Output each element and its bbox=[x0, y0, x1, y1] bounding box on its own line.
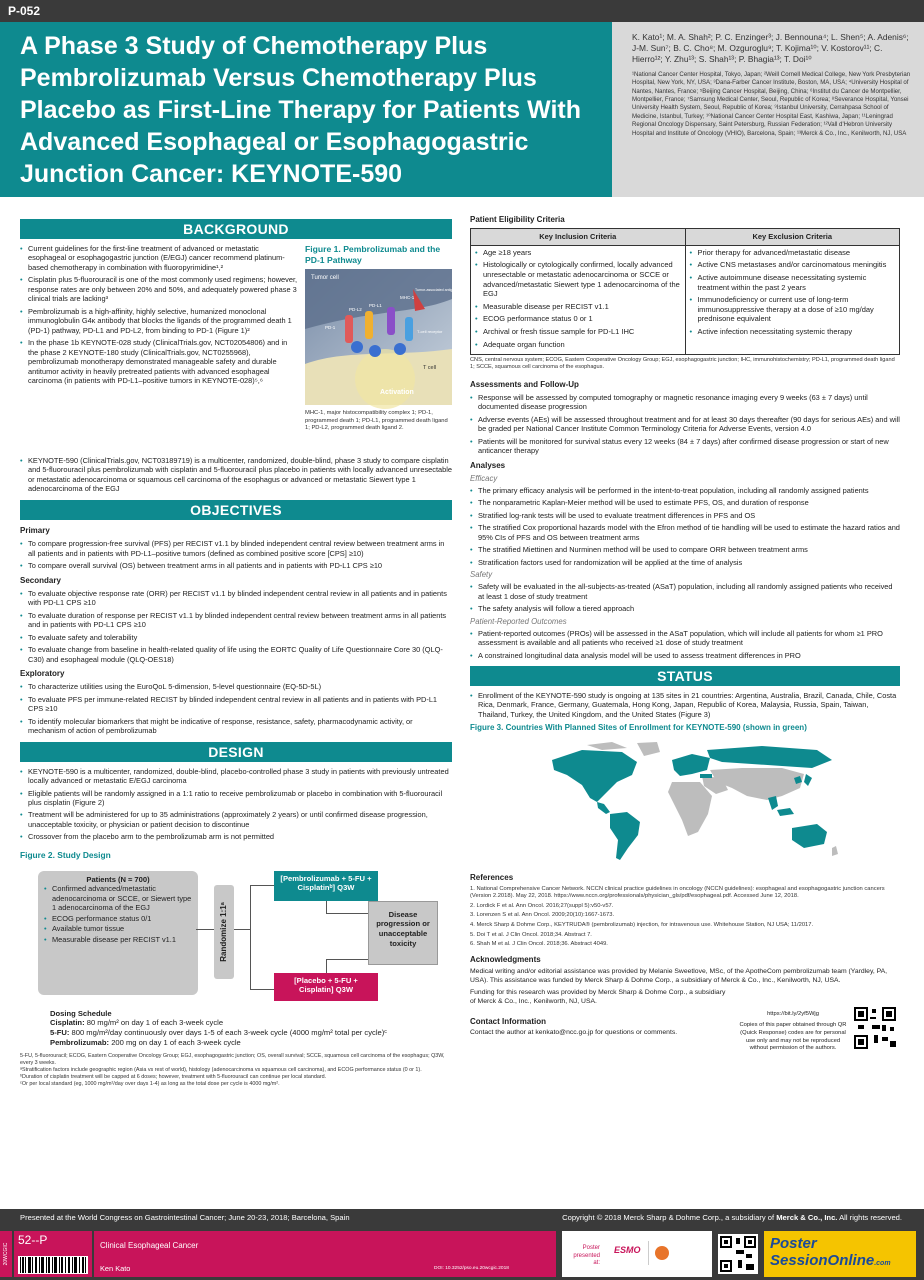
map-malaysia bbox=[777, 808, 794, 816]
acknowledgments-text-1: Medical writing and/or editorial assistance was provided by Melanie Sweetlove, MSc, of the ApotheCom pembrolizumab team (Yardley, PA, USA). This assistance was funded by Merck Sharp & Dohme Corp., a subsidiary of Merck & Co., Inc., Kenilworth, NJ, USA. bbox=[470, 967, 888, 984]
dosing-text: 200 mg on day 1 of each 3-week cycle bbox=[109, 1037, 241, 1047]
list-item: • Prior therapy for advanced/metastatic disease bbox=[690, 248, 896, 258]
randomize-box bbox=[214, 885, 234, 979]
objectives-heading: OBJECTIVES bbox=[20, 500, 452, 520]
list-item: • A constrained longitudinal data analysis model will be used to assess treatment differences in PRO bbox=[470, 651, 900, 660]
list-item: • To evaluate change from baseline in health-related quality of life using the EORTC Quality of Life Questionnaire Core 30 (QLQ-C30) and esophageal module (QLQ-OES18) bbox=[20, 645, 452, 664]
fig1-pdl2-label: PD-L2 bbox=[349, 307, 362, 312]
list-item: • Patients will be monitored for survival status every 12 weeks (84 ± 7 days) after confirmed disease progression or start of new anticancer therapy bbox=[470, 437, 900, 456]
dosing-row bbox=[50, 1038, 452, 1048]
arrow-connector bbox=[196, 929, 214, 930]
session-code: 52--P bbox=[18, 1233, 48, 1247]
list-item: • To evaluate objective response rate (ORR) per RECIST v1.1 by blinded independent central review in all patients and in patients with PD-L1 CPS ≥10 bbox=[20, 589, 452, 608]
presented-at-box bbox=[562, 1231, 712, 1277]
pd1-pathway-illustration bbox=[305, 269, 457, 405]
exploratory-objectives bbox=[20, 682, 452, 735]
list-item: • Treatment will be administered for up to 35 administrations (approximately 2 years) or until confirmed disease progression, unacceptable toxicity, or physician or patient decision to discontinue bbox=[20, 810, 452, 829]
list-item: • KEYNOTE-590 is a multicenter, randomized, double-blind, placebo-controlled phase 3 study in patients with previously untreated locally advanced or metastatic E/EGJ carcinoma bbox=[20, 767, 452, 786]
right-column bbox=[470, 215, 900, 1071]
dosing-label: Pembrolizumab: bbox=[50, 1037, 110, 1047]
map-africa bbox=[668, 782, 712, 836]
list-item: • Response will be assessed by computed tomography or magnetic resonance imaging every 9 weeks (63 ± 7 days) until documented disease progression bbox=[470, 393, 900, 412]
dosing-title: Dosing Schedule bbox=[50, 1008, 112, 1018]
list-item: • Histologically or cytologically confirmed, locally advanced unresectable or metastatic adenocarcinoma or SCCE or advanced/metastatic Siewert type 1 adenocarcinoma of the EGJ bbox=[475, 260, 681, 298]
status-bullets bbox=[470, 691, 900, 719]
session-presenter: Ken Kato bbox=[100, 1264, 131, 1273]
presented-at: Presented at the World Congress on Gastrointestinal Cancer; June 20-23, 2018; Barcelona, Spain bbox=[20, 1213, 350, 1222]
table-row bbox=[471, 245, 900, 354]
dosing-row bbox=[50, 1028, 452, 1038]
figure-1-title: Figure 1. Pembrolizumab and the PD-1 Pathway bbox=[305, 244, 441, 265]
list-item: • The stratified Miettinen and Nurminen method will be used to compare ORR between treatment arms bbox=[470, 545, 900, 554]
copyright bbox=[562, 1213, 902, 1223]
exploratory-label: Exploratory bbox=[20, 669, 65, 679]
list-item: • The primary efficacy analysis will be performed in the intent-to-treat population, including all randomly assigned patients bbox=[470, 486, 900, 495]
exclusion-list bbox=[690, 248, 896, 337]
figure-2-title: Figure 2. Study Design bbox=[20, 849, 111, 860]
poster-title: A Phase 3 Study of Chemotherapy Plus Pembrolizumab Versus Chemotherapy Plus Placebo as First-Line Therapy for Patients With Advanced Esophageal or Esophagogastric Junction Cancer: KEYNOTE-590 bbox=[20, 32, 581, 188]
patients-title: Patients (N ≈ 700) bbox=[86, 874, 150, 884]
barcode-icon bbox=[18, 1256, 88, 1274]
arrow-connector bbox=[250, 885, 251, 989]
reference-item: 4. Merck Sharp & Dohme Corp., KEYTRUDA® (pembrolizumab) injection, for intravenous use. Whitehouse Station, NJ USA; 11/2017. bbox=[470, 921, 814, 928]
poster-presented-label: Poster presented at: bbox=[573, 1245, 600, 1267]
analyses-title: Analyses bbox=[470, 460, 506, 470]
pro-label: Patient-Reported Outcomes bbox=[470, 616, 567, 626]
map-southeast-asia bbox=[768, 796, 778, 810]
map-south-america bbox=[610, 812, 640, 860]
list-item: • Measurable disease per RECIST v1.1 bbox=[44, 935, 192, 944]
list-item: • Enrollment of the KEYNOTE-590 study is ongoing at 135 sites in 21 countries: Argentina, Australia, Brazil, Canada, Chile, Costa Rica, Denmark, France, Germany, Guatemala, Hong Kong, Japan, Republic of Korea, Malaysia, Russia, Spain, Taiwan, Thailand, Turkey, the United Kingdom, and the United States (Figure 3) bbox=[470, 691, 900, 719]
side-code: 20WCGIC bbox=[2, 1242, 9, 1266]
qr-note-block bbox=[738, 1011, 848, 1054]
list-item: • Active autoimmune disease necessitating systemic treatment within the past 2 years bbox=[690, 273, 896, 292]
footnote: ᶜOr per local standard (eg, 1000 mg/m²/day over days 1-4) as long as the total dose per cycle is 4000 mg/m². bbox=[20, 1080, 280, 1087]
arrow-connector bbox=[250, 989, 274, 990]
list-item: • To identify molecular biomarkers that might be indicative of response, resistance, safety, pharmacodynamic activity, or mechanism of action of pembrolizumab bbox=[20, 717, 452, 736]
list-item: • Measurable disease per RECIST v1.1 bbox=[475, 302, 681, 312]
dosing-text: 800 mg/m²/day continuously over days 1-5 of each 3-week cycle (4000 mg/m² total per cycle)ᶜ bbox=[69, 1028, 387, 1038]
assessments-title: Assessments and Follow-Up bbox=[470, 379, 579, 389]
session-category: Clinical Esophageal Cancer bbox=[100, 1241, 199, 1250]
qr-code-icon[interactable] bbox=[854, 1007, 896, 1049]
map-turkey bbox=[700, 774, 712, 778]
map-central-america bbox=[597, 802, 610, 814]
inclusion-list bbox=[475, 248, 681, 349]
dosing-label: 5-FU: bbox=[50, 1028, 70, 1038]
contact-title: Contact Information bbox=[470, 1016, 546, 1026]
secondary-objectives bbox=[20, 589, 452, 664]
map-new-zealand bbox=[832, 846, 838, 856]
fig1-tcell-label: T cell bbox=[423, 365, 437, 371]
references-title: References bbox=[470, 872, 514, 882]
fig1-activation-label: Activation bbox=[380, 389, 414, 396]
left-column bbox=[20, 219, 457, 1088]
secondary-label: Secondary bbox=[20, 575, 61, 585]
reference-item: 3. Lorenzen S et al. Ann Oncol. 2009;20(10):1667-1673. bbox=[470, 912, 615, 919]
map-australia bbox=[792, 824, 827, 848]
randomize-label: Randomize 1:1ᵃ bbox=[218, 901, 228, 962]
list-item: • Crossover from the placebo arm to the pembrolizumab arm is not permitted bbox=[20, 832, 452, 841]
map-japan bbox=[804, 774, 812, 786]
poster-session-bar bbox=[0, 1227, 924, 1280]
map-north-america bbox=[552, 750, 637, 802]
presentation-footer bbox=[0, 1209, 924, 1227]
list-item: • Pembrolizumab is a high-affinity, highly selective, humanized monoclonal immunoglobulin G4κ antibody that blocks the ligands of the programmed death 1 (PD-1) pathway, PD-L1 and PD-L2, from binding to PD-1 (Figure 1)² bbox=[20, 307, 298, 335]
patients-box bbox=[38, 871, 198, 995]
list-item: • Immunodeficiency or current use of long-term immunosuppressive therapy at a dose of ≥10 mg/day prednisone equivalent bbox=[690, 295, 896, 324]
placebo-arm: [Placebo + 5-FU + Cisplatin] Q3W bbox=[274, 973, 378, 1001]
inclusion-header: Key Inclusion Criteria bbox=[471, 229, 686, 246]
code-box bbox=[14, 1231, 92, 1277]
safety-bullets bbox=[470, 582, 900, 613]
qr-url[interactable]: https://bit.ly/2yf5Wjg bbox=[767, 1010, 819, 1017]
footnote: 5-FU, 5-fluorouracil; ECOG, Eastern Cooperative Oncology Group; EGJ, esophagogastric junction; OS, overall survival; SCCE, squamous cell carcinoma of the esophagus; Q3W, every 3 weeks. bbox=[20, 1052, 445, 1066]
safety-label: Safety bbox=[470, 570, 493, 580]
primary-objectives bbox=[20, 539, 452, 570]
figure-1 bbox=[305, 244, 457, 433]
side-strip bbox=[0, 1231, 12, 1277]
fig1-pd1-label: PD-1 bbox=[325, 325, 336, 330]
figure-1-caption: MHC-1, major histocompatibility complex 1; PD-1, programmed death 1; PD-L1, programmed death ligand 1; PD-L2, programmed death ligand 2. bbox=[305, 410, 448, 432]
assessments-bullets bbox=[470, 393, 900, 456]
authors-panel bbox=[612, 22, 924, 197]
dosing-text: 80 mg/m² on day 1 of each 3-week cycle bbox=[84, 1018, 224, 1028]
affiliations: ¹National Cancer Center Hospital, Tokyo, Japan; ²Weill Cornell Medical College, New York Presbyterian Hospital, New York, NY, USA; ³Dana-Farber Cancer Institute, Boston, MA, USA; ⁴University Hospital of Nantes, Nantes, France; ⁵Beijing Cancer Hospital, Beijing, China; ⁶Institut du Cancer de Montpellier, Montpellier, France; ⁷Samsung Medical Center, Seoul, Republic of Korea; ⁸Severance Hospital, Yonsei University Health System, Seoul, Republic of Korea; ⁹Istanbul University, Cerrahpasa School of Medicine, Istanbul, Turkey; ¹⁰National Cancer Center Hospital East, Kashiwa, Japan; ¹¹Leningrad Regional Oncology Dispensary, Saint Petersburg, Russian Federation; ¹²Vall d'Hebron University Hospital and Institute of Oncology (VHIO), Barcelona, Spain; ¹³Merck & Co., Inc., Kenilworth, NJ, USA bbox=[632, 70, 911, 137]
list-item: • Available tumor tissue bbox=[44, 924, 192, 933]
author-list: K. Kato¹; M. A. Shah²; P. C. Enzinger³; J. Bennouna⁴; L. Shen⁵; A. Adenis⁶; J-M. Sun⁷; B. C. Cho⁸; M. Ozguroglu⁹; T. Kojima¹⁰; V. Kostorov¹¹; C. Hierro¹²; Y. Zhu¹³; S. Shah¹³; P. Bhagia¹³; T. Doi¹⁰ bbox=[632, 32, 909, 64]
inclusion-cell bbox=[471, 245, 686, 354]
list-item: • Stratified log-rank tests will be used to evaluate treatment differences in PFS and OS bbox=[470, 511, 900, 520]
patients-criteria bbox=[44, 884, 192, 944]
list-item: • ECOG performance status 0 or 1 bbox=[475, 314, 681, 324]
eligibility-footnote: CNS, central nervous system; ECOG, Eastern Cooperative Oncology Group; EGJ, esophagogastric junction; IHC, immunohistochemistry; PD-L1, programmed death ligand 1; SCCE, squamous cell carcinoma of the esophagus. bbox=[470, 357, 895, 371]
design-heading: DESIGN bbox=[20, 742, 452, 762]
contact-block bbox=[470, 1017, 750, 1038]
figure-3-title: Figure 3. Countries With Planned Sites of Enrollment for KEYNOTE-590 (shown in green) bbox=[470, 723, 807, 733]
copyright-text: Copyright © 2018 Merck Sharp & Dohme Corp., a subsidiary of bbox=[562, 1213, 777, 1222]
poster-number: P-052 bbox=[0, 0, 924, 22]
reference-item: 6. Shah M et al. J Clin Oncol. 2018;36. Abstract 4049. bbox=[470, 941, 608, 948]
pro-bullets bbox=[470, 629, 900, 660]
list-item: • Archival or fresh tissue sample for PD-L1 IHC bbox=[475, 327, 681, 337]
acknowledgments-text-2: Funding for this research was provided by Merck Sharp & Dohme Corp., a subsidiary of Merck & Co., Inc., Kenilworth, NJ, USA. bbox=[470, 989, 726, 1005]
dosing-schedule bbox=[50, 1009, 452, 1048]
qr-note: Copies of this paper obtained through QR (Quick Response) codes are for personal use only and may not be reproduced without permission of the authors. bbox=[739, 1021, 847, 1052]
primary-label: Primary bbox=[20, 525, 50, 535]
exclusion-cell bbox=[685, 245, 900, 354]
list-item: • Adverse events (AEs) will be assessed throughout treatment and for at least 30 days thereafter (90 days for serious AEs) and will be graded per National Cancer Institute Common Terminology Criteria for Adverse Events, version 4.0 bbox=[470, 415, 900, 434]
eligibility-table bbox=[470, 228, 900, 355]
arrow-connector bbox=[234, 929, 250, 930]
poster-header bbox=[0, 0, 924, 197]
list-item: • The nonparametric Kaplan-Meier method will be used to estimate PFS, OS, and duration of response bbox=[470, 498, 900, 507]
world-map bbox=[542, 740, 842, 865]
background-bullets-top bbox=[20, 244, 298, 389]
table-header-row bbox=[471, 229, 900, 246]
session-doi: DOI: 10.3252/pso.eu.20wcgic.2018 bbox=[434, 1266, 509, 1271]
contact-text: Contact the author at kenkato@ncc.go.jp for questions or comments. bbox=[470, 1028, 678, 1036]
list-item: • Current guidelines for the first-line treatment of advanced or metastatic esophageal or esophagogastric junction (E/EGJ) cancer recommend platinum-based chemotherapy in combination with fluoropyrimidine¹,² bbox=[20, 244, 298, 272]
reference-item: 5. Doi T et al. J Clin Oncol. 2018;34. Abstract 7. bbox=[470, 931, 592, 938]
design-bullets bbox=[20, 767, 452, 842]
efficacy-label: Efficacy bbox=[470, 473, 498, 483]
list-item: • Active infection necessitating systemic therapy bbox=[690, 327, 896, 337]
list-item: • To compare progression-free survival (PFS) per RECIST v1.1 by blinded independent central review between treatment arms in all patients and in patients with PD-L1–positive tumors (defined as combined positive score [CPS] ≥10) bbox=[20, 539, 452, 558]
background-heading: BACKGROUND bbox=[20, 219, 452, 239]
logo-text-bottom bbox=[770, 1253, 891, 1268]
endpoint-box: Disease progression or unacceptable toxicity bbox=[368, 901, 438, 965]
arrow-connector bbox=[326, 959, 368, 960]
list-item: • KEYNOTE-590 (ClinicalTrials.gov, NCT03189719) is a multicenter, randomized, double-blind, phase 3 study to compare cisplatin and 5-fluorouracil plus pembrolizumab with cisplatin and 5-fluorouracil plus placebo in patients with locally advanced unresectable or metastatic adenocarcinoma or squamous cell carcinoma of the esophagus or advanced or metastatic Siewert type 1 adenocarcinoma of the EGJ bbox=[20, 456, 452, 494]
reference-item: 2. Lordick F et al. Ann Oncol. 2016;27(suppl 5):v50-v57. bbox=[470, 902, 614, 909]
list-item: • To evaluate PFS per immune-related RECIST by blinded independent central review in all patients and in patients with PD-L1 CPS ≥10 bbox=[20, 695, 452, 714]
dosing-row bbox=[50, 1018, 452, 1028]
footnote: ᵇDuration of cisplatin treatment will be capped at 6 doses; however, treatment with 5-fluorouracil can continue per local standard. bbox=[20, 1073, 327, 1080]
map-greenland-arctic bbox=[587, 742, 627, 750]
map-europe bbox=[672, 754, 710, 776]
logo-domain: .com bbox=[874, 1260, 891, 1267]
copyright-company: Merck & Co., Inc. bbox=[776, 1213, 838, 1222]
qr-code-icon[interactable] bbox=[718, 1234, 758, 1274]
acknowledgments-title: Acknowledgments bbox=[470, 954, 541, 964]
congress-logo bbox=[648, 1241, 706, 1265]
fig1-tam-label: Tumor-associated antigen bbox=[415, 288, 457, 292]
list-item: • To compare overall survival (OS) between treatment arms in all patients and in patients with PD-L1 CPS ≥10 bbox=[20, 561, 452, 570]
list-item: • Adequate organ function bbox=[475, 340, 681, 350]
efficacy-bullets bbox=[470, 486, 900, 567]
list-item: • Eligible patients will be randomly assigned in a 1:1 ratio to receive pembrolizumab or placebo in combination with 5-fluorouracil plus cisplatin (Figure 2) bbox=[20, 789, 452, 808]
footnote: ᵃStratification factors include geographic region (Asia vs rest of world), histology (adenocarcinoma vs squamous cell carcinoma), and ECOG performance status (0 or 1). bbox=[20, 1066, 422, 1073]
eligibility-title: Patient Eligibility Criteria bbox=[470, 215, 565, 224]
list-item: • To evaluate duration of response per RECIST v1.1 by blinded independent central review between treatment arms in all patients and in patients with PD-L1 CPS ≥10 bbox=[20, 611, 452, 630]
list-item: • The stratified Cox proportional hazards model with the Efron method of tie handling will be used to estimate the hazard ratios and 95% CIs of PFS and OS between treatment arms bbox=[470, 523, 900, 542]
list-item: • To evaluate safety and tolerability bbox=[20, 633, 452, 642]
list-item: • The safety analysis will follow a tiered approach bbox=[470, 604, 900, 613]
fig1-tumor-label: Tumor cell bbox=[311, 275, 339, 281]
design-footnotes bbox=[20, 1053, 452, 1088]
arrow-connector bbox=[326, 901, 327, 913]
list-item: • Safety will be evaluated in the all-subjects-as-treated (ASaT) population, including all randomly assigned patients who received at least 1 dose of study treatment bbox=[470, 582, 900, 601]
list-item: • Confirmed advanced/metastatic adenocarcinoma or SCCE, or Siewert type 1 adenocarcinoma of the EGJ bbox=[44, 884, 192, 912]
contact-area bbox=[470, 1011, 900, 1071]
study-design-diagram bbox=[20, 867, 452, 999]
list-item: • Active CNS metastases and/or carcinomatous meningitis bbox=[690, 260, 896, 270]
esmo-logo: ESMO bbox=[614, 1245, 641, 1255]
logo-brand: SessionOnline bbox=[770, 1252, 875, 1269]
fig1-tcr-label: T-cell receptor bbox=[417, 329, 443, 334]
logo-text-top: Poster bbox=[770, 1235, 817, 1252]
postersession-logo[interactable] bbox=[764, 1231, 916, 1277]
congress-logo-mark bbox=[655, 1246, 669, 1260]
references-list bbox=[470, 886, 900, 949]
list-item: • Patient-reported outcomes (PROs) will be assessed in the ASaT population, which will include all patients for whom ≥1 PRO assessment is available and all patients who received ≥1 dose of study treatment bbox=[470, 629, 900, 648]
pembrolizumab-arm: [Pembrolizumab + 5-FU + Cisplatinᵇ] Q3W bbox=[274, 871, 378, 901]
arrow-connector bbox=[250, 885, 274, 886]
list-item: • ECOG performance status 0/1 bbox=[44, 914, 192, 923]
list-item: • Age ≥18 years bbox=[475, 248, 681, 258]
copyright-rights: All rights reserved. bbox=[837, 1213, 902, 1222]
list-item: • Stratification factors used for randomization will be applied at the time of analysis bbox=[470, 558, 900, 567]
session-info bbox=[94, 1231, 556, 1277]
dosing-label: Cisplatin: bbox=[50, 1018, 85, 1028]
map-greenland bbox=[637, 742, 660, 756]
reference-item: 1. National Comprehensive Cancer Network. NCCN clinical practice guidelines in oncology (NCCN guidelines): esophageal and esophagogastric junction cancers (Version 2.2018). May 22, 2018. https://www.nccn.org/professionals/physician_gls/pdf/esophageal.pdf. Accessed June 12, 2018. bbox=[470, 885, 885, 900]
fig1-mhc-label: MHC-1 bbox=[400, 295, 415, 300]
status-heading: STATUS bbox=[470, 666, 900, 686]
map-russia bbox=[707, 746, 832, 768]
arrow-connector bbox=[326, 913, 368, 914]
fig1-pdl1-label: PD-L1 bbox=[369, 303, 382, 308]
list-item: • Cisplatin plus 5-fluorouracil is one of the most commonly used regimens; however, response rates are only between 20% and 50%, and adequately powered phase 3 clinical trials are lacking³ bbox=[20, 275, 298, 303]
list-item: • To characterize utilities using the EuroQoL 5-dimension, 5-level questionnaire (EQ-5D-5L) bbox=[20, 682, 452, 691]
background-bullets-bottom bbox=[20, 456, 452, 494]
exclusion-header: Key Exclusion Criteria bbox=[685, 229, 900, 246]
list-item: • In the phase 1b KEYNOTE-028 study (ClinicalTrials.gov, NCT02054806) and in the phase 2 KEYNOTE-180 study (ClinicalTrials.gov, NCT0255968), pembrolizumab monotherapy demonstrated manageable safety and durable antitumor activity in heavily pretreated patients with advanced esophageal carcinoma (in patients with PD-L1–positive tumors in KEYNOTE-028)⁵,⁶ bbox=[20, 338, 298, 385]
arrow-connector bbox=[326, 959, 327, 973]
